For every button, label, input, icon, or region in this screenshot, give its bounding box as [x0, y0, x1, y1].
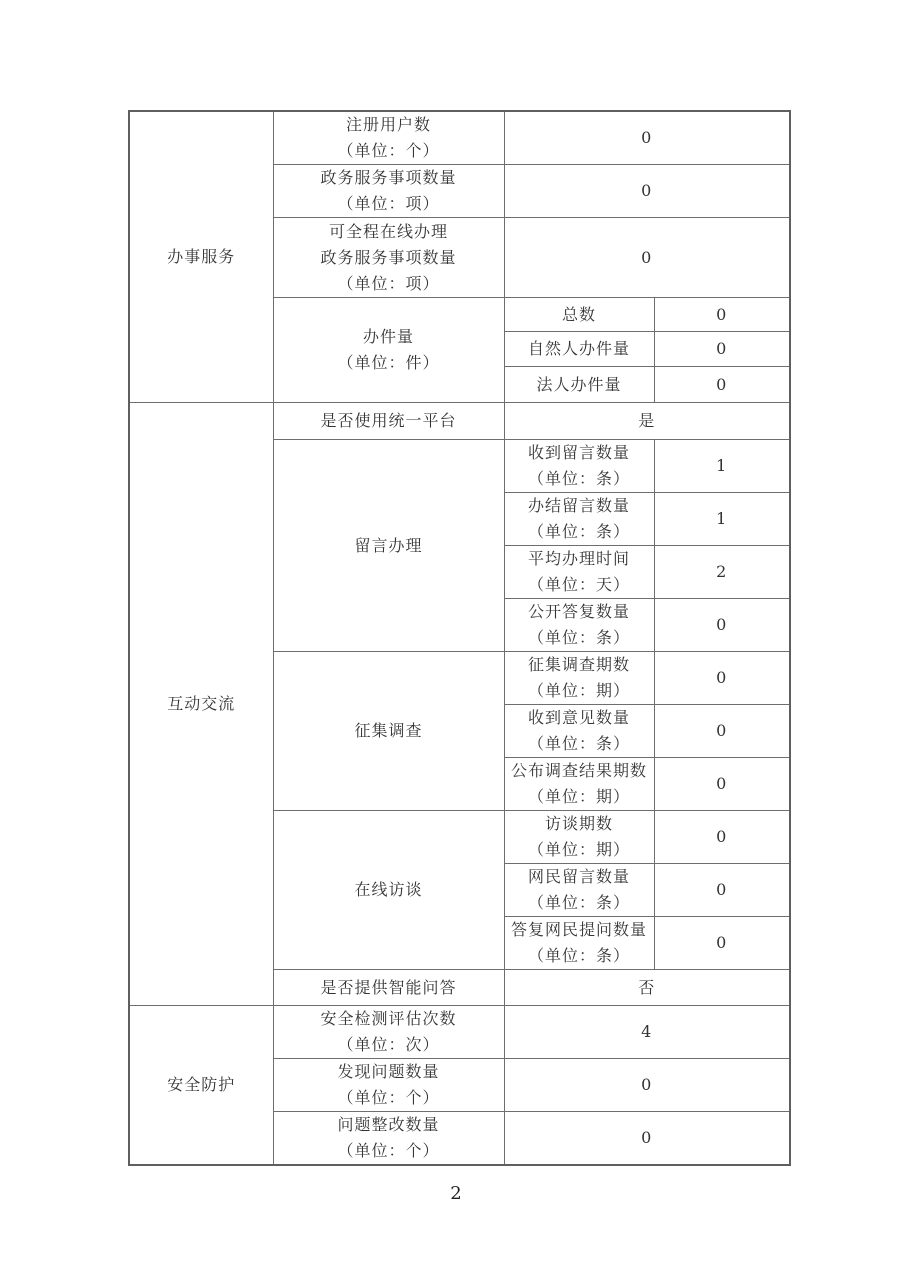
- submetric-cell: [504, 440, 654, 493]
- metric-unit: （单位：件）: [337, 353, 440, 372]
- submetric-label: 自然人办件量: [504, 332, 654, 367]
- submetric-value: 0: [654, 917, 790, 970]
- metric-cell-banjianliang: [273, 298, 504, 403]
- metric-name-line2: 政务服务事项数量: [320, 247, 457, 267]
- report-table: [128, 110, 791, 1166]
- submetric-name: 答复网民提问数量: [510, 920, 647, 939]
- submetric-unit: （单位：期）: [527, 840, 630, 859]
- submetric-value: 1: [654, 440, 790, 493]
- submetric-cell: [504, 864, 654, 917]
- submetric-unit: （单位：期）: [527, 681, 630, 700]
- metric-cell: 是否使用统一平台: [273, 403, 504, 440]
- submetric-value: 0: [654, 298, 790, 332]
- metric-name: 注册用户数: [345, 115, 431, 134]
- section-category-hudong: 互动交流: [129, 403, 273, 1006]
- submetric-cell: [504, 652, 654, 705]
- metric-cell: [273, 1059, 504, 1112]
- submetric-unit: （单位：条）: [527, 522, 630, 541]
- submetric-unit: （单位：条）: [527, 893, 630, 912]
- submetric-name: 平均办理时间: [527, 549, 630, 568]
- metric-value: 是: [504, 403, 790, 440]
- metric-cell: [273, 1112, 504, 1166]
- group-name-liuyan: 留言办理: [273, 440, 504, 652]
- submetric-unit: （单位：天）: [527, 575, 630, 594]
- metric-name: 可全程在线办理: [328, 221, 448, 241]
- metric-cell: [273, 218, 504, 298]
- metric-unit: （单位：个）: [337, 141, 440, 160]
- submetric-label: 法人办件量: [504, 367, 654, 403]
- metric-value: 0: [504, 218, 790, 298]
- metric-cell: [273, 165, 504, 218]
- page-number: 2: [450, 1183, 462, 1204]
- submetric-cell: [504, 705, 654, 758]
- submetric-unit: （单位：期）: [527, 787, 630, 806]
- metric-name: 办件量: [362, 327, 414, 346]
- submetric-cell: [504, 546, 654, 599]
- submetric-value: 0: [654, 811, 790, 864]
- metric-value: 否: [504, 970, 790, 1006]
- submetric-cell: [504, 599, 654, 652]
- submetric-value: 0: [654, 332, 790, 367]
- submetric-name: 收到留言数量: [527, 443, 630, 462]
- submetric-unit: （单位：条）: [527, 628, 630, 647]
- metric-unit: （单位：个）: [337, 1141, 440, 1160]
- metric-value: 0: [504, 165, 790, 218]
- metric-name: 政务服务事项数量: [320, 168, 457, 187]
- section-category-banshi: 办事服务: [129, 111, 273, 403]
- metric-value: 0: [504, 1059, 790, 1112]
- submetric-name: 征集调查期数: [527, 655, 630, 674]
- submetric-value: 1: [654, 493, 790, 546]
- submetric-value: 0: [654, 705, 790, 758]
- submetric-name: 收到意见数量: [527, 708, 630, 727]
- submetric-cell: [504, 493, 654, 546]
- submetric-unit: （单位：条）: [527, 469, 630, 488]
- submetric-label: 总数: [504, 298, 654, 332]
- submetric-name: 网民留言数量: [527, 867, 630, 886]
- submetric-value: 0: [654, 367, 790, 403]
- metric-name: 安全检测评估次数: [320, 1009, 457, 1028]
- metric-value: 0: [504, 111, 790, 165]
- metric-unit: （单位：项）: [337, 273, 440, 293]
- submetric-value: 2: [654, 546, 790, 599]
- submetric-name: 公开答复数量: [527, 602, 630, 621]
- metric-unit: （单位：次）: [337, 1035, 440, 1054]
- submetric-unit: （单位：条）: [527, 734, 630, 753]
- group-name-zhengji: 征集调查: [273, 652, 504, 811]
- submetric-name: 访谈期数: [544, 814, 613, 833]
- metric-value: 4: [504, 1006, 790, 1059]
- submetric-value: 0: [654, 599, 790, 652]
- metric-cell: 是否提供智能问答: [273, 970, 504, 1006]
- metric-unit: （单位：项）: [337, 194, 440, 213]
- submetric-name: 公布调查结果期数: [510, 761, 647, 780]
- submetric-cell: [504, 811, 654, 864]
- metric-cell: [273, 1006, 504, 1059]
- group-name-zaixian: 在线访谈: [273, 811, 504, 970]
- submetric-unit: （单位：条）: [527, 946, 630, 965]
- submetric-value: 0: [654, 864, 790, 917]
- metric-unit: （单位：个）: [337, 1088, 440, 1107]
- section-category-anquan: 安全防护: [129, 1006, 273, 1166]
- submetric-cell: [504, 758, 654, 811]
- submetric-name: 办结留言数量: [527, 496, 630, 515]
- metric-cell: [273, 111, 504, 165]
- metric-name: 问题整改数量: [337, 1115, 440, 1134]
- submetric-cell: [504, 917, 654, 970]
- submetric-value: 0: [654, 652, 790, 705]
- submetric-value: 0: [654, 758, 790, 811]
- metric-name: 发现问题数量: [337, 1062, 440, 1081]
- metric-value: 0: [504, 1112, 790, 1166]
